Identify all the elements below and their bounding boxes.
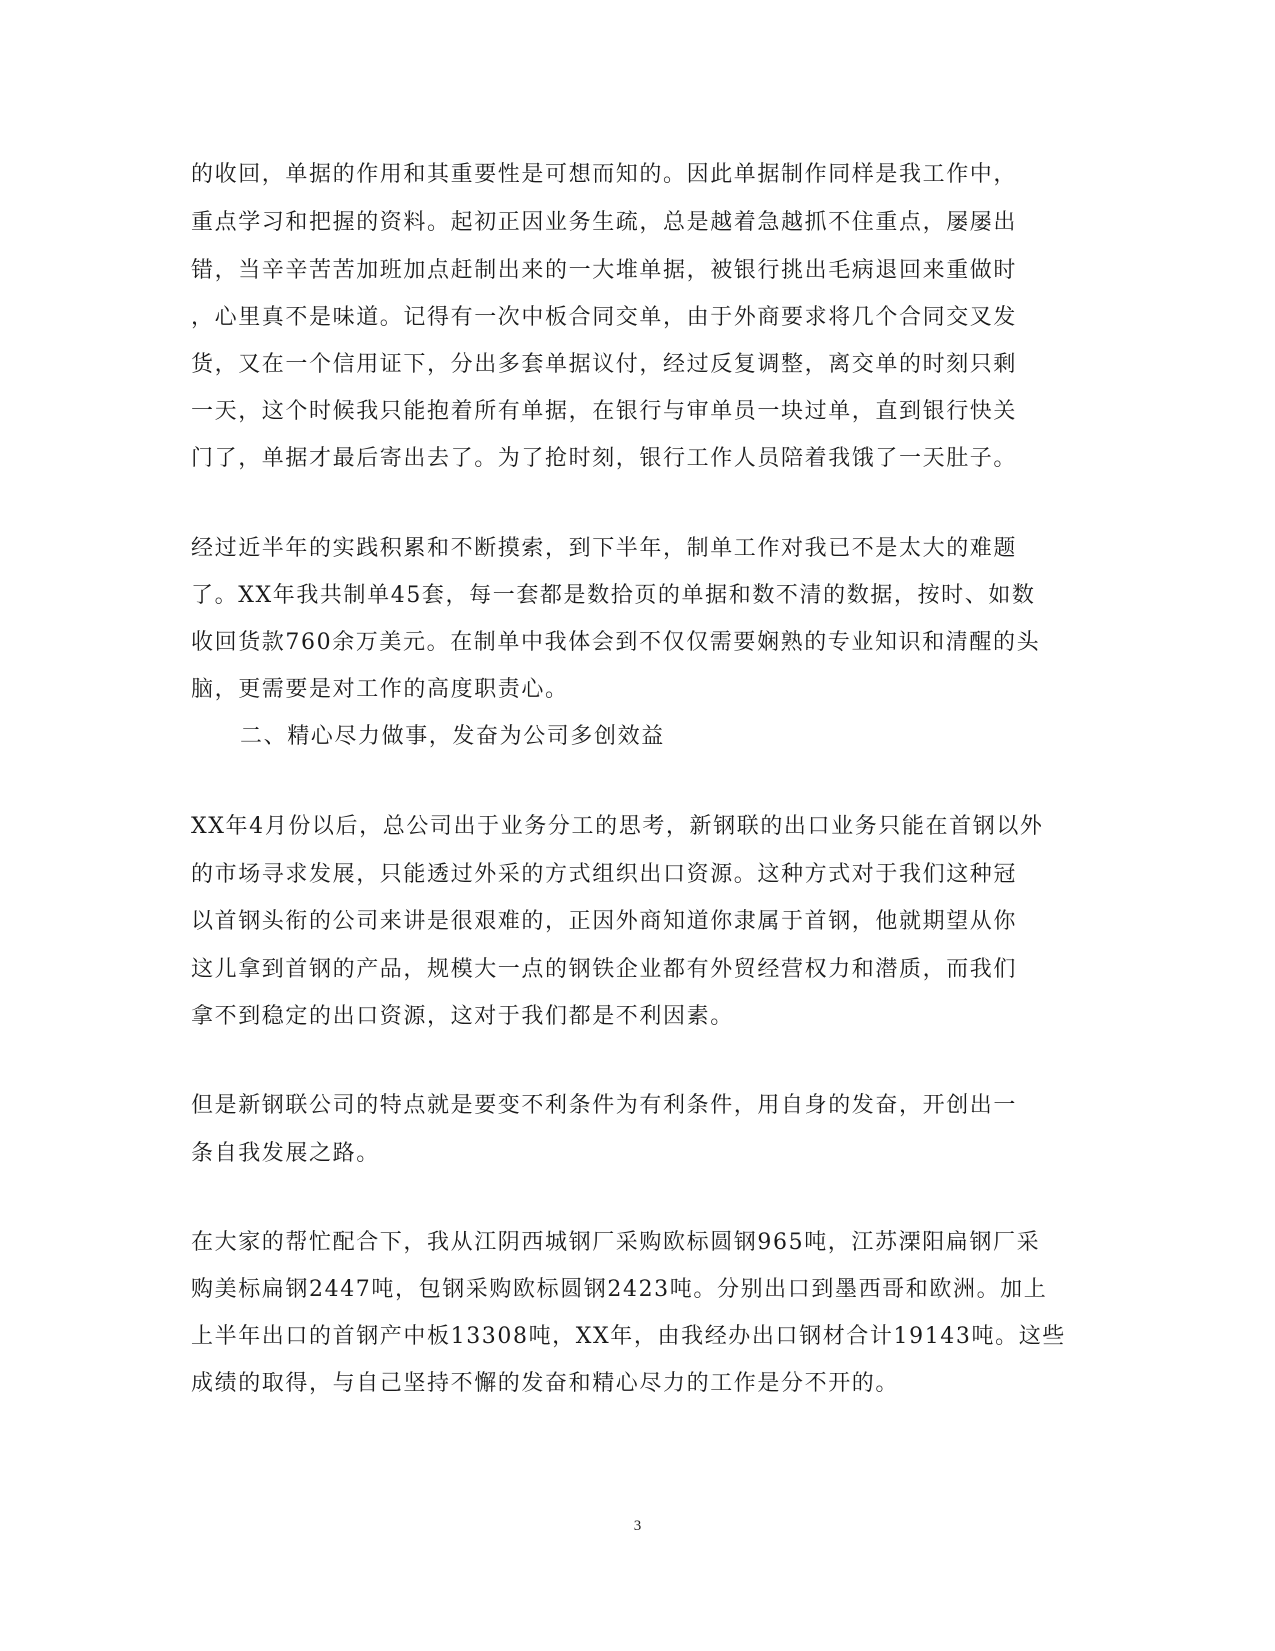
page-number: 3 <box>633 1518 642 1534</box>
text-line: 这儿拿到首钢的产品，规模大一点的钢铁企业都有外贸经营权力和潜质，而我们 <box>191 957 1018 982</box>
text-line: ，心里真不是味道。记得有一次中板合同交单，由于外商要求将几个合同交叉发 <box>191 305 1018 330</box>
text-line: 上半年出口的首钢产中板13308吨，XX年，由我经办出口钢材合计19143吨。这些 <box>191 1324 1066 1349</box>
text-line: 了。XX年我共制单45套，每一套都是数拾页的单据和数不清的数据，按时、如数 <box>191 583 1036 608</box>
section-heading: 二、精心尽力做事，发奋为公司多创效益 <box>240 724 665 749</box>
text-line: 拿不到稳定的出口资源，这对于我们都是不利因素。 <box>191 1004 734 1029</box>
text-line: 一天，这个时候我只能抱着所有单据，在银行与审单员一块过单，直到银行快关 <box>191 399 1018 424</box>
text-line: 收回货款760余万美元。在制单中我体会到不仅仅需要娴熟的专业知识和清醒的头 <box>191 630 1041 655</box>
text-line: 的市场寻求发展，只能透过外采的方式组织出口资源。这种方式对于我们这种冠 <box>191 862 1018 887</box>
text-line: 条自我发展之路。 <box>191 1141 380 1166</box>
text-line: 但是新钢联公司的特点就是要变不利条件为有利条件，用自身的发奋，开创出一 <box>191 1093 1018 1118</box>
text-line: 成绩的取得，与自己坚持不懈的发奋和精心尽力的工作是分不开的。 <box>191 1371 900 1396</box>
text-line: 货，又在一个信用证下，分出多套单据议付，经过反复调整，离交单的时刻只剩 <box>191 352 1018 377</box>
text-line: 购美标扁钢2447吨，包钢采购欧标圆钢2423吨。分别出口到墨西哥和欧洲。加上 <box>191 1277 1048 1302</box>
text-line: 的收回，单据的作用和其重要性是可想而知的。因此单据制作同样是我工作中， <box>191 162 1018 187</box>
text-line: 重点学习和把握的资料。起初正因业务生疏，总是越着急越抓不住重点，屡屡出 <box>191 210 1018 235</box>
text-line: 脑，更需要是对工作的高度职责心。 <box>191 677 569 702</box>
text-line: 以首钢头衔的公司来讲是很艰难的，正因外商知道你隶属于首钢，他就期望从你 <box>191 909 1018 934</box>
text-line: XX年4月份以后，总公司出于业务分工的思考，新钢联的出口业务只能在首钢以外 <box>191 814 1044 839</box>
text-line: 在大家的帮忙配合下，我从江阴西城钢厂采购欧标圆钢965吨，江苏溧阳扁钢厂采 <box>191 1230 1041 1255</box>
text-line: 门了，单据才最后寄出去了。为了抢时刻，银行工作人员陪着我饿了一天肚子。 <box>191 446 1018 471</box>
text-line: 经过近半年的实践积累和不断摸索，到下半年，制单工作对我已不是太大的难题 <box>191 536 1018 561</box>
text-line: 错，当辛辛苦苦加班加点赶制出来的一大堆单据，被银行挑出毛病退回来重做时 <box>191 258 1018 283</box>
